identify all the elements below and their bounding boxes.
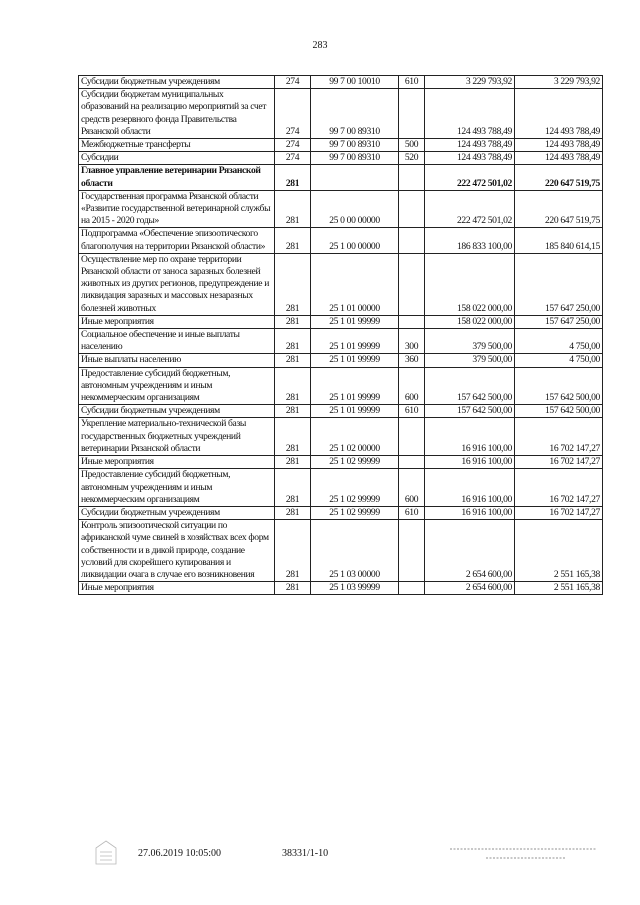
cell-vr	[399, 190, 425, 228]
cell-csr: 25 0 00 00000	[311, 190, 399, 228]
cell-csr: 25 1 01 99999	[311, 367, 399, 405]
table-row	[79, 89, 603, 139]
cell-vr	[399, 582, 425, 595]
footer-doc-number: 38331/1-10	[282, 848, 329, 859]
table-row	[79, 152, 603, 165]
cell-vedom: 281	[275, 418, 311, 456]
cell-name: Предоставление субсидий бюджетным, автономным учреждениям и иным некоммерческим организациям	[79, 469, 275, 507]
cell-csr: 25 1 02 00000	[311, 418, 399, 456]
cell-name: Субсидии бюджетам муниципальных образований на реализацию мероприятий за счет средств резервного фонда Правительства Рязанской области	[79, 89, 275, 139]
cell-vr	[399, 165, 425, 190]
cell-sum-2019: 222 472 501,02	[425, 190, 515, 228]
cell-sum-2019: 124 493 788,49	[425, 152, 515, 165]
cell-name: Субсидии бюджетным учреждениям	[79, 506, 275, 519]
cell-vedom: 281	[275, 228, 311, 253]
cell-name: Межбюджетные трансферты	[79, 139, 275, 152]
cell-vr: 610	[399, 405, 425, 418]
cell-vr: 520	[399, 152, 425, 165]
cell-sum-2019: 16 916 100,00	[425, 469, 515, 507]
cell-csr: 25 1 02 99999	[311, 506, 399, 519]
cell-csr: 25 1 01 00000	[311, 253, 399, 315]
cell-sum-2019: 379 500,00	[425, 354, 515, 367]
stamp-icon	[92, 838, 120, 870]
cell-vedom: 281	[275, 165, 311, 190]
cell-vedom: 281	[275, 506, 311, 519]
footer-datetime: 27.06.2019 10:05:00	[138, 848, 222, 859]
cell-vedom: 281	[275, 329, 311, 354]
cell-vedom: 281	[275, 520, 311, 582]
cell-vedom: 281	[275, 582, 311, 595]
cell-name: Субсидии бюджетным учреждениям	[79, 76, 275, 89]
watermark-stamp	[446, 842, 606, 864]
cell-sum-2019: 157 642 500,00	[425, 405, 515, 418]
table-row	[79, 506, 603, 519]
cell-name: Осуществление мер по охране территории Рязанской области от заноса заразных болезней животных из других регионов, предупреждение и ликвидация заразных и массовых незаразных болезней животных	[79, 253, 275, 315]
cell-csr: 99 7 00 89310	[311, 139, 399, 152]
cell-sum-2019: 16 916 100,00	[425, 418, 515, 456]
cell-vr: 600	[399, 469, 425, 507]
cell-sum-executed: 124 493 788,49	[515, 139, 603, 152]
cell-csr: 25 1 02 99999	[311, 469, 399, 507]
table-row	[79, 520, 603, 582]
cell-sum-executed: 16 702 147,27	[515, 469, 603, 507]
cell-csr: 99 7 00 89310	[311, 89, 399, 139]
cell-vedom: 274	[275, 89, 311, 139]
page-number: 283	[312, 40, 328, 51]
cell-csr	[311, 165, 399, 190]
table-row	[79, 354, 603, 367]
cell-csr: 25 1 03 00000	[311, 520, 399, 582]
cell-csr: 99 7 00 10010	[311, 76, 399, 89]
table-row	[79, 418, 603, 456]
cell-sum-executed: 3 229 793,92	[515, 76, 603, 89]
cell-sum-2019: 16 916 100,00	[425, 456, 515, 469]
cell-sum-2019: 124 493 788,49	[425, 139, 515, 152]
cell-sum-2019: 157 642 500,00	[425, 367, 515, 405]
cell-vr: 600	[399, 367, 425, 405]
table-row	[79, 456, 603, 469]
table-row	[79, 253, 603, 315]
cell-sum-2019: 158 022 000,00	[425, 315, 515, 328]
cell-sum-executed: 4 750,00	[515, 354, 603, 367]
cell-name: Иные мероприятия	[79, 456, 275, 469]
cell-vedom: 281	[275, 190, 311, 228]
table-row	[79, 367, 603, 405]
cell-name: Субсидии бюджетным учреждениям	[79, 405, 275, 418]
cell-vr: 300	[399, 329, 425, 354]
cell-sum-executed: 185 840 614,15	[515, 228, 603, 253]
cell-vr	[399, 253, 425, 315]
cell-sum-executed: 124 493 788,49	[515, 152, 603, 165]
cell-vr: 500	[399, 139, 425, 152]
budget-table	[78, 75, 603, 595]
cell-name: Контроль эпизоотической ситуации по африканской чуме свиней в хозяйствах всех форм собственности и в дикой природе, создание условий для скорейшего купирования и ликвидации очага в случае его возникновения	[79, 520, 275, 582]
cell-name: Социальное обеспечение и иные выплаты населению	[79, 329, 275, 354]
table-row	[79, 469, 603, 507]
cell-sum-2019: 16 916 100,00	[425, 506, 515, 519]
cell-vr	[399, 456, 425, 469]
table-row	[79, 405, 603, 418]
table-row	[79, 76, 603, 89]
cell-sum-executed: 16 702 147,27	[515, 506, 603, 519]
cell-sum-executed: 220 647 519,75	[515, 190, 603, 228]
cell-sum-executed: 16 702 147,27	[515, 456, 603, 469]
table-row	[79, 139, 603, 152]
table-row	[79, 165, 603, 190]
cell-sum-executed: 2 551 165,38	[515, 582, 603, 595]
cell-vedom: 274	[275, 76, 311, 89]
cell-sum-executed: 124 493 788,49	[515, 89, 603, 139]
cell-vr	[399, 418, 425, 456]
table-row	[79, 190, 603, 228]
cell-name: Субсидии	[79, 152, 275, 165]
cell-name: Подпрограмма «Обеспечение эпизоотического благополучия на территории Рязанской области»	[79, 228, 275, 253]
cell-sum-executed: 157 647 250,00	[515, 253, 603, 315]
cell-csr: 25 1 00 00000	[311, 228, 399, 253]
cell-vr: 360	[399, 354, 425, 367]
cell-sum-2019: 158 022 000,00	[425, 253, 515, 315]
cell-vedom: 281	[275, 253, 311, 315]
cell-csr: 25 1 01 99999	[311, 405, 399, 418]
cell-sum-executed: 2 551 165,38	[515, 520, 603, 582]
cell-csr: 25 1 02 99999	[311, 456, 399, 469]
cell-csr: 25 1 03 99999	[311, 582, 399, 595]
table-row	[79, 315, 603, 328]
cell-vedom: 281	[275, 469, 311, 507]
cell-vedom: 281	[275, 405, 311, 418]
cell-vedom: 281	[275, 315, 311, 328]
cell-name: Иные мероприятия	[79, 315, 275, 328]
cell-sum-executed: 157 647 250,00	[515, 315, 603, 328]
cell-csr: 25 1 01 99999	[311, 329, 399, 354]
cell-vr: 610	[399, 76, 425, 89]
budget-table-body	[79, 76, 603, 595]
cell-csr: 25 1 01 99999	[311, 354, 399, 367]
cell-vr: 610	[399, 506, 425, 519]
cell-name: Государственная программа Рязанской области «Развитие государственной ветеринарной службы на 2015 - 2020 годы»	[79, 190, 275, 228]
cell-sum-executed: 157 642 500,00	[515, 405, 603, 418]
cell-sum-executed: 4 750,00	[515, 329, 603, 354]
cell-vedom: 274	[275, 152, 311, 165]
cell-csr: 99 7 00 89310	[311, 152, 399, 165]
cell-name: Иные выплаты населению	[79, 354, 275, 367]
cell-sum-executed: 16 702 147,27	[515, 418, 603, 456]
table-row	[79, 329, 603, 354]
cell-sum-executed: 157 642 500,00	[515, 367, 603, 405]
table-row	[79, 228, 603, 253]
cell-sum-2019: 379 500,00	[425, 329, 515, 354]
cell-csr: 25 1 01 99999	[311, 315, 399, 328]
cell-sum-2019: 124 493 788,49	[425, 89, 515, 139]
cell-vr	[399, 89, 425, 139]
cell-name: Иные мероприятия	[79, 582, 275, 595]
table-row	[79, 582, 603, 595]
cell-name: Главное управление ветеринарии Рязанской области	[79, 165, 275, 190]
cell-vr	[399, 315, 425, 328]
cell-vedom: 274	[275, 139, 311, 152]
cell-sum-2019: 186 833 100,00	[425, 228, 515, 253]
cell-vedom: 281	[275, 354, 311, 367]
cell-vedom: 281	[275, 456, 311, 469]
cell-sum-2019: 3 229 793,92	[425, 76, 515, 89]
cell-sum-2019: 2 654 600,00	[425, 520, 515, 582]
cell-vedom: 281	[275, 367, 311, 405]
cell-sum-executed: 220 647 519,75	[515, 165, 603, 190]
cell-sum-2019: 222 472 501,02	[425, 165, 515, 190]
cell-name: Укрепление материально-технической базы государственных бюджетных учреждений ветеринарии Рязанской области	[79, 418, 275, 456]
cell-vr	[399, 228, 425, 253]
cell-sum-2019: 2 654 600,00	[425, 582, 515, 595]
cell-vr	[399, 520, 425, 582]
cell-name: Предоставление субсидий бюджетным, автономным учреждениям и иным некоммерческим организациям	[79, 367, 275, 405]
